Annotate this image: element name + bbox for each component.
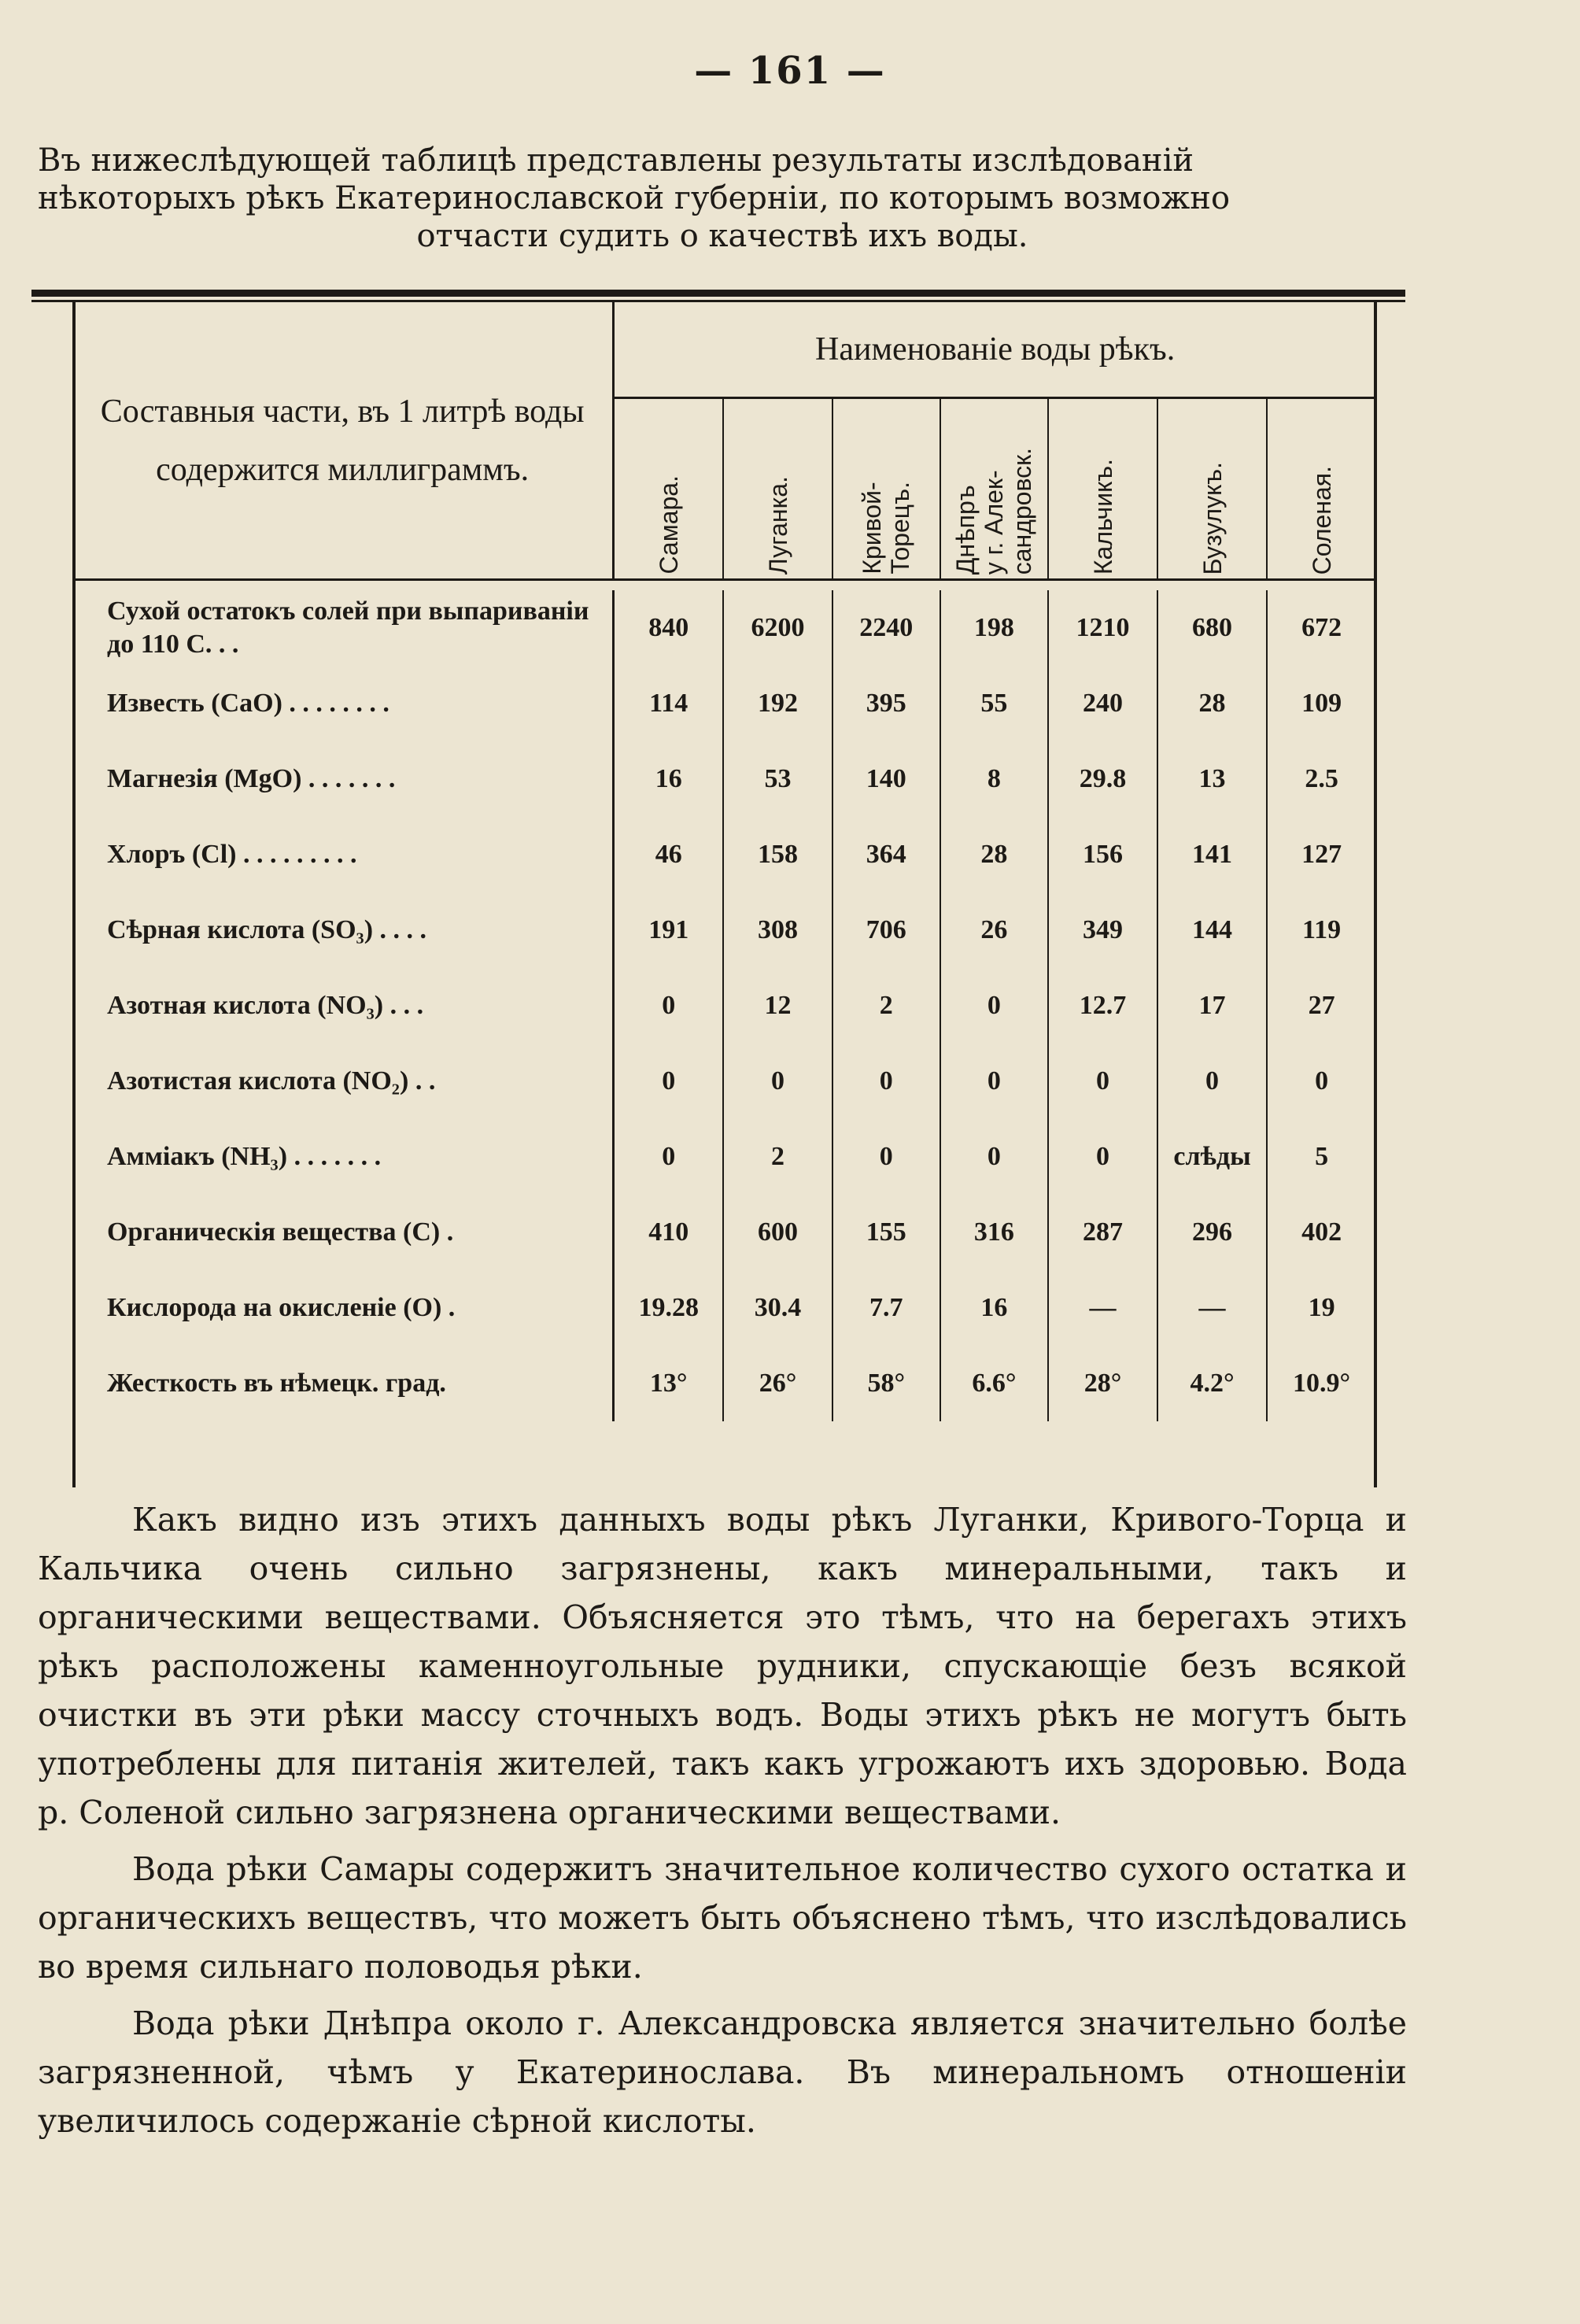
table-cell: 0 <box>832 1044 940 1119</box>
river-samara-header: Самара. <box>614 398 723 580</box>
river-kalchik-header: Кальчикъ. <box>1048 398 1157 580</box>
table-row <box>72 968 1375 1044</box>
component-label: Хлоръ (Cl) . . . . . . . . . <box>72 817 614 892</box>
table-cell: 0 <box>723 1044 832 1119</box>
table-cell: 191 <box>614 892 723 968</box>
river-buzuluk-header: Бузулукъ. <box>1157 398 1267 580</box>
table-cell: 0 <box>614 1044 723 1119</box>
table-cell: 155 <box>832 1195 940 1270</box>
table-cell: 17 <box>1157 968 1267 1044</box>
table-cell: 0 <box>1048 1044 1157 1119</box>
table-cell: 13 <box>1157 741 1267 817</box>
table-cell: — <box>1048 1270 1157 1346</box>
river-solenaya-header: Соленая. <box>1307 465 1336 575</box>
table-cell: 192 <box>723 666 832 741</box>
table-cell: 680 <box>1157 590 1267 666</box>
table-cell: 395 <box>832 666 940 741</box>
table-cell: 410 <box>614 1195 723 1270</box>
table-cell: 0 <box>1157 1044 1267 1119</box>
table-cell: 26° <box>723 1346 832 1421</box>
table-cell: 141 <box>1157 817 1267 892</box>
table-row <box>72 1270 1375 1346</box>
table-cell: 296 <box>1157 1195 1267 1270</box>
table-cell: 127 <box>1301 840 1342 869</box>
table-cell: 0 <box>940 1119 1048 1195</box>
table-cell: 4.2° <box>1157 1346 1267 1421</box>
table-cell: 0 <box>614 968 723 1044</box>
table-cell: 27 <box>1308 991 1335 1020</box>
table-cell: 26 <box>940 892 1048 968</box>
table-row <box>72 1044 1375 1119</box>
paragraph-2: Вода рѣки Самары содержитъ значительное количество сухого остатка и органическихъ веществъ, что можетъ быть объяснено тѣмъ, что изслѣдовались во время сильнаго половодья рѣки. <box>38 1850 1407 1986</box>
table-cell: 6200 <box>723 590 832 666</box>
table-cell: 12 <box>723 968 832 1044</box>
table-cell: 706 <box>832 892 940 968</box>
table-cell: 46 <box>614 817 723 892</box>
table-cell: 140 <box>832 741 940 817</box>
intro-text <box>38 142 1407 255</box>
paragraph-1: Какъ видно изъ этихъ данныхъ воды рѣкъ Луганки, Кривого-Торца и Кальчика очень сильно загрязнены, какъ минеральными, такъ и органическими веществами. Объясняется это тѣмъ, что на берегахъ этихъ рѣкъ расположены каменноугольные рудники, спускающіе безъ всякой очистки въ эти рѣки массу сточныхъ водъ. Воды этихъ рѣкъ не могутъ быть употреблены для питанія жителей, такъ какъ угрожаютъ ихъ здоровью. Вода р. Соленой сильно загрязнена органическими веществами. <box>38 1501 1407 1831</box>
intro-line-2: нѣкоторыхъ рѣкъ Екатеринославской губерніи, по которымъ возможно <box>38 180 1231 216</box>
table-cell: 53 <box>723 741 832 817</box>
table-row <box>72 666 1375 741</box>
water-analysis-table <box>72 302 1375 1421</box>
paragraph-3: Вода рѣки Днѣпра около г. Александровска является значительно болѣе загрязненной, чѣмъ у Екатеринослава. Въ минеральномъ отношеніи увеличилось содержаніе сѣрной кислоты. <box>38 2004 1407 2140</box>
table-row <box>72 1119 1375 1195</box>
table-cell: 1210 <box>1048 590 1157 666</box>
table-cell: 0 <box>940 1044 1048 1119</box>
table-cell: 402 <box>1301 1217 1342 1247</box>
header-separator <box>72 580 1375 591</box>
table-cell: 19 <box>1308 1293 1335 1322</box>
table-left-border <box>72 302 76 1487</box>
table-cell: 7.7 <box>832 1270 940 1346</box>
table-cell: 28° <box>1048 1346 1157 1421</box>
river-krivoy-torets-header: Кривой- Торецъ. <box>832 398 940 580</box>
table-row <box>72 590 1375 666</box>
table-cell: 0 <box>940 968 1048 1044</box>
table-cell: 840 <box>614 590 723 666</box>
table-cell: 0 <box>614 1119 723 1195</box>
table-cell: 5 <box>1315 1142 1329 1171</box>
rivers-header: Наименованіе воды рѣкъ. <box>614 302 1375 398</box>
table-cell: 29.8 <box>1048 741 1157 817</box>
table-row <box>72 741 1375 817</box>
table-cell: 58° <box>832 1346 940 1421</box>
table-cell: 156 <box>1048 817 1157 892</box>
table-cell: 2.5 <box>1305 764 1338 793</box>
table-cell: слѣды <box>1157 1119 1267 1195</box>
table-cell: 308 <box>723 892 832 968</box>
components-header: Составныя части, въ 1 литрѣ воды содержится миллиграммъ. <box>72 302 614 580</box>
table-cell: 349 <box>1048 892 1157 968</box>
table-cell: 287 <box>1048 1195 1157 1270</box>
component-label: Сѣрная кислота (SO₃) . . . . <box>72 892 614 968</box>
table-right-border <box>1374 302 1377 1487</box>
intro-line-3: отчасти судить о качествѣ ихъ воды. <box>416 218 1028 254</box>
body-text <box>38 1495 1407 2153</box>
table-cell: 0 <box>1315 1066 1329 1095</box>
component-label: Кислорода на окисленіе (O) . <box>72 1270 614 1346</box>
table-cell: 13° <box>614 1346 723 1421</box>
page-number: — 161 — <box>694 49 886 93</box>
table-top-rule-thick <box>31 290 1405 297</box>
component-label: Азотистая кислота (NO₂) . . <box>72 1044 614 1119</box>
table-cell: 144 <box>1157 892 1267 968</box>
component-label: Азотная кислота (NO₃) . . . <box>72 968 614 1044</box>
component-label: Амміакъ (NH₃) . . . . . . . <box>72 1119 614 1195</box>
intro-line-1: Въ нижеслѣдующей таблицѣ представлены результаты изслѣдованій <box>38 142 1194 179</box>
table-row <box>72 817 1375 892</box>
component-label: Сухой остатокъ солей при выпариваніи до 110 С. . . <box>72 590 614 666</box>
table-cell: 198 <box>940 590 1048 666</box>
table-cell: 28 <box>1157 666 1267 741</box>
table-cell: 364 <box>832 817 940 892</box>
table-cell: 0 <box>1048 1119 1157 1195</box>
component-label: Известь (CaO) . . . . . . . . <box>72 666 614 741</box>
table-cell: 16 <box>940 1270 1048 1346</box>
table-cell: 30.4 <box>723 1270 832 1346</box>
table-cell: 240 <box>1048 666 1157 741</box>
table-cell: 2 <box>723 1119 832 1195</box>
table-cell: 8 <box>940 741 1048 817</box>
table-row <box>72 1195 1375 1270</box>
table-cell: 109 <box>1301 689 1342 718</box>
table-cell: 12.7 <box>1048 968 1157 1044</box>
table-cell: 55 <box>940 666 1048 741</box>
table-cell: 19.28 <box>614 1270 723 1346</box>
river-dnepr-header: Днѣпръ у г. Алек- сандровск. <box>940 398 1048 580</box>
table-cell: 119 <box>1302 915 1342 944</box>
table-cell: 10.9° <box>1293 1369 1351 1398</box>
table-row <box>72 1346 1375 1421</box>
table-cell: 28 <box>940 817 1048 892</box>
table-cell: 158 <box>723 817 832 892</box>
table-cell: 316 <box>940 1195 1048 1270</box>
table-cell: 6.6° <box>940 1346 1048 1421</box>
component-label: Жесткость въ нѣмецк. град. <box>72 1346 614 1421</box>
table-cell: 114 <box>614 666 723 741</box>
table-cell: 16 <box>614 741 723 817</box>
table-row <box>72 892 1375 968</box>
component-label: Органическія вещества (С) . <box>72 1195 614 1270</box>
table-cell: 600 <box>723 1195 832 1270</box>
table-cell: 2240 <box>832 590 940 666</box>
table-cell: — <box>1157 1270 1267 1346</box>
table-cell: 2 <box>832 968 940 1044</box>
table-cell: 0 <box>832 1119 940 1195</box>
river-luganka-header: Луганка. <box>723 398 832 580</box>
table-cell: 672 <box>1301 613 1342 642</box>
component-label: Магнезія (MgO) . . . . . . . <box>72 741 614 817</box>
